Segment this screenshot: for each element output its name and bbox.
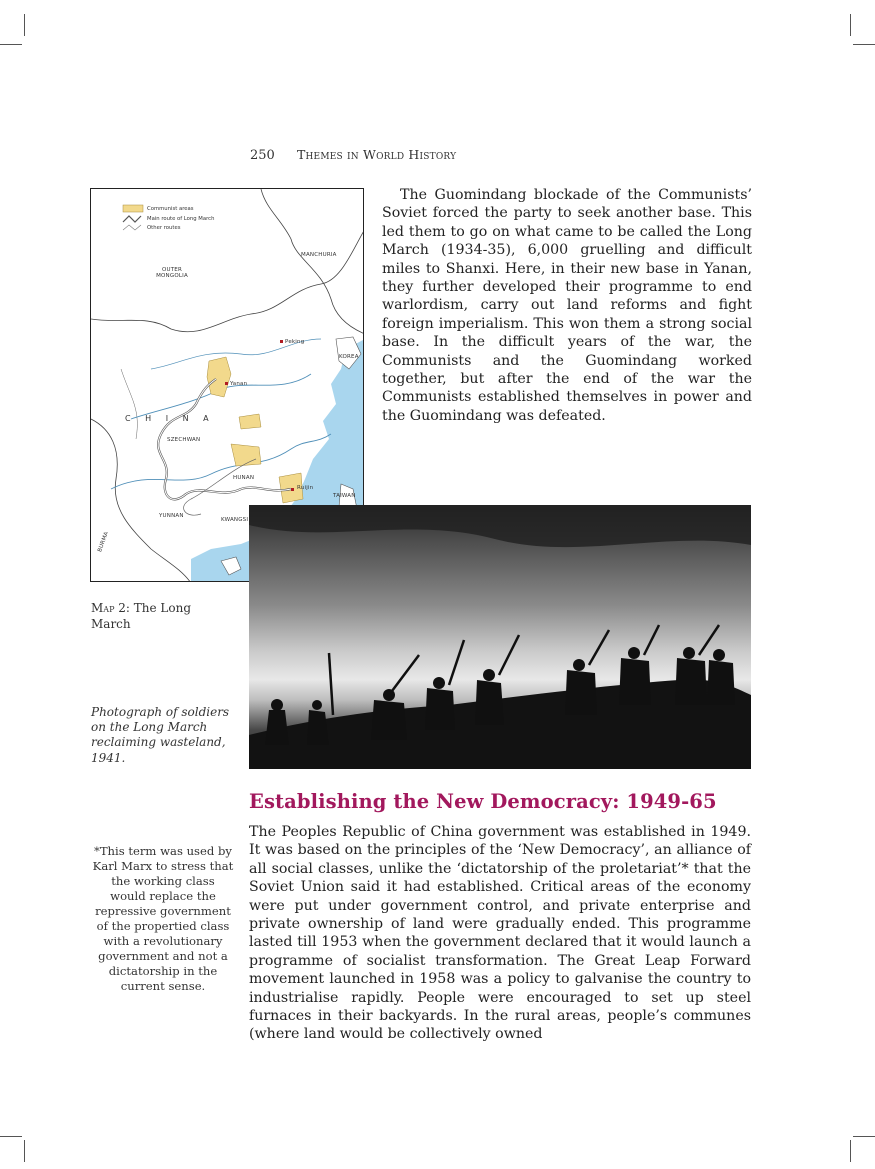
label-hunan: HUNAN <box>233 475 255 481</box>
label-burma: BURMA <box>97 531 111 553</box>
photo-caption: Photograph of soldiers on the Long March reclaiming wasteland, 1941. <box>91 705 230 765</box>
photo-silhouettes <box>249 505 751 769</box>
section-heading: Establishing the New Democracy: 1949-65 <box>249 790 717 813</box>
crop-mark-bottom-left-h <box>0 1136 22 1137</box>
map-caption <box>91 600 231 632</box>
crop-mark-bottom-right-h <box>853 1136 875 1137</box>
legend-main-route: Main route of Long March <box>147 216 215 222</box>
photograph-soldiers-reclaiming-wasteland <box>249 505 751 769</box>
book-title: Themes in World History <box>296 147 457 162</box>
label-yanan: Yanan <box>230 381 248 387</box>
label-taiwan: TAIWAN <box>333 493 356 499</box>
crop-mark-bottom-left-v <box>24 1140 25 1162</box>
paragraph-new-democracy: The Peoples Republic of China government was established in 1949. It was based on the principles of the ‘New Democracy’, an alliance of all social classes, unlike the ‘dictatorship of the proletariat’* that the Soviet Union said it had established. Critical areas of the economy were put under government control, and private enterprise and private ownership of land were gradually ended. This programme lasted till 1953 when the government declared that it would launch a programme of socialist transformation. The Great Leap Forward movement launched in 1958 was a policy to galvanise the country to industrialise rapidly. People were encouraged to set up steel furnaces in their backyards. In the rural areas, people’s communes (where land would be collectively owned <box>249 824 751 1043</box>
running-head <box>250 147 456 163</box>
label-ruijin: Ruijin <box>297 485 314 491</box>
crop-mark-top-left-v <box>24 14 25 36</box>
footnote-dictatorship: *This term was used by Karl Marx to stress that the working class would replace the repressive government of the propertied class with a revolutionary government and not a dictatorship in the current sense. <box>92 844 234 993</box>
crop-mark-top-right-v <box>850 14 851 36</box>
map-caption-prefix: Map 2: <box>91 601 130 615</box>
label-outer-mongolia: OUTER MONGOLIA <box>156 267 188 279</box>
page-number: 250 <box>250 148 275 163</box>
crop-mark-bottom-right-v <box>850 1140 851 1162</box>
label-china: C H I N A <box>125 414 215 423</box>
legend-other-routes: Other routes <box>147 225 181 231</box>
label-kwangsi: KWANGSI <box>221 517 249 523</box>
label-korea: KOREA <box>339 354 359 360</box>
legend-communist-areas: Communist areas <box>147 206 194 212</box>
paragraph-long-march: The Guomindang blockade of the Communists’ Soviet forced the party to seek another base. This led them to go on what came to be called the Long March (1934-35), 6,000 gruelling and difficult miles to Shanxi. Here, in their new base in Yanan, they further developed their programme to end warlordism, carry out land reforms and fight foreign imperialism. This won them a strong social base. In the difficult years of the war, the Communists and the Guomindang worked together, but after the end of the war the Communists established themselves in power and the Guomindang was defeated. <box>382 187 752 424</box>
crop-mark-top-right-h <box>853 44 875 45</box>
crop-mark-top-left-h <box>0 44 22 45</box>
label-yunnan: YUNNAN <box>159 513 184 519</box>
map-caption-text: The Long March <box>91 601 192 631</box>
label-manchuria: MANCHURIA <box>301 252 337 258</box>
label-peking: Peking <box>285 339 305 345</box>
label-szechwan: SZECHWAN <box>167 437 201 443</box>
